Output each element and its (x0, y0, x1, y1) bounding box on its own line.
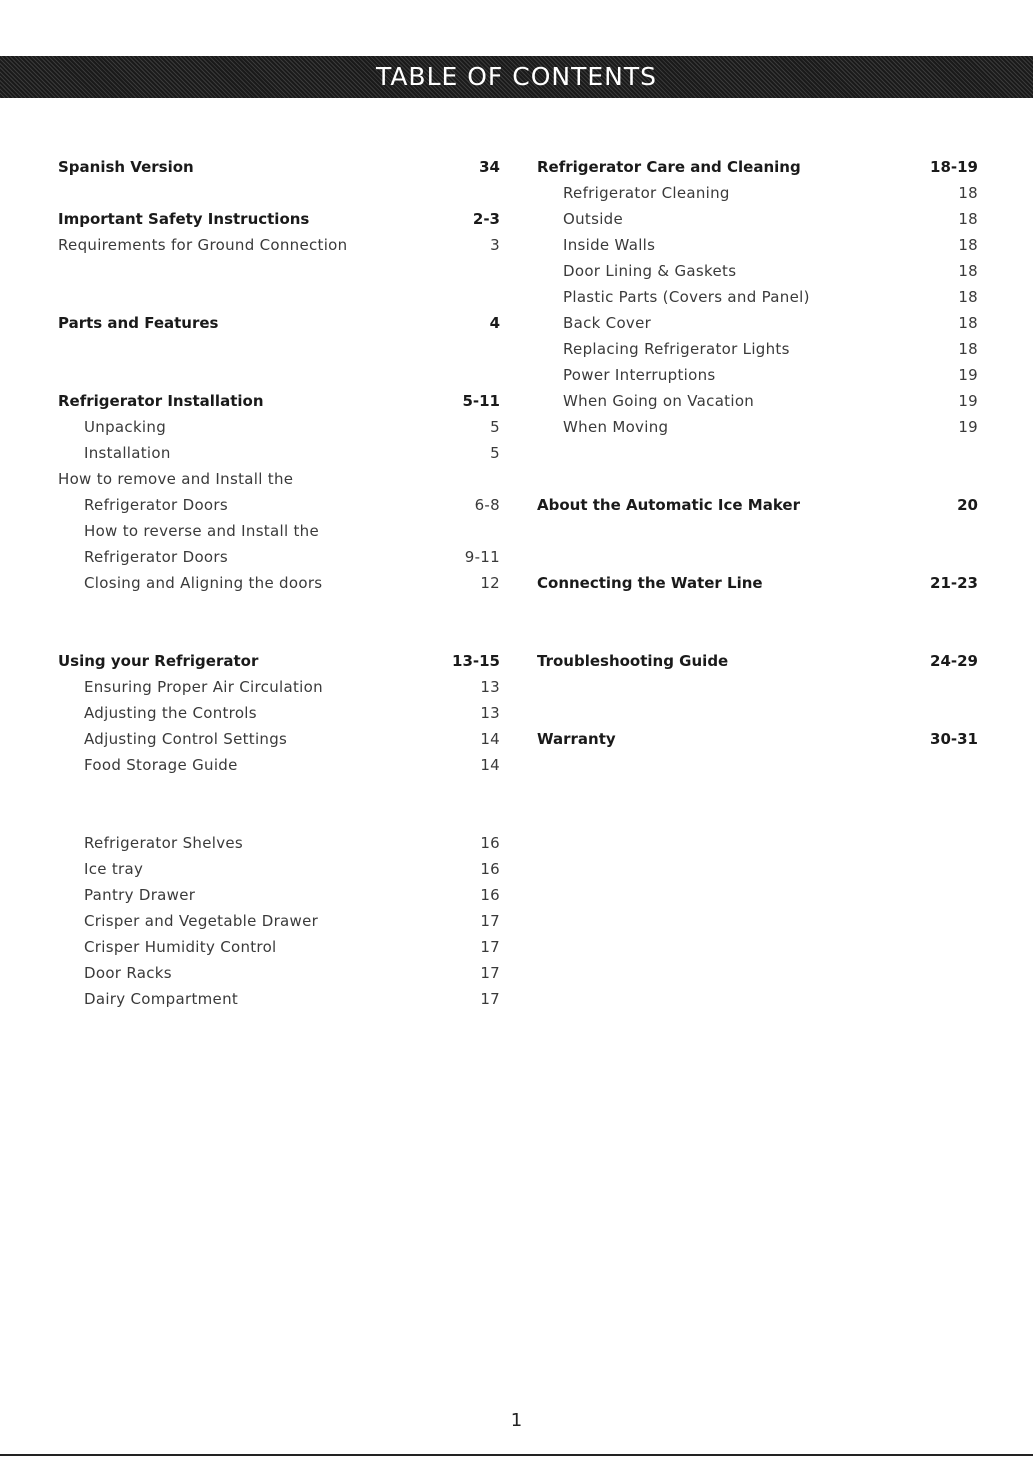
toc-right-column (537, 154, 978, 752)
toc-section-entry[interactable] (58, 206, 500, 232)
toc-entry-label: Back Cover (563, 314, 652, 332)
toc-subentry[interactable] (537, 284, 978, 310)
toc-subentry[interactable] (58, 440, 500, 466)
toc-entry-page: 6-8 (474, 496, 500, 514)
toc-entry-label: Refrigerator Cleaning (563, 184, 730, 202)
toc-section-entry[interactable] (537, 154, 978, 180)
toc-entry-page: 18-19 (930, 158, 978, 176)
toc-subentry[interactable] (58, 752, 500, 778)
toc-subentry[interactable] (58, 934, 500, 960)
toc-entry-label: When Moving (563, 418, 669, 436)
spacer (58, 336, 500, 362)
toc-entry-label: About the Automatic Ice Maker (537, 496, 800, 514)
toc-entry-page: 18 (958, 288, 978, 306)
toc-entry-page: 13-15 (452, 652, 500, 670)
toc-subentry[interactable] (58, 414, 500, 440)
toc-subentry[interactable] (537, 336, 978, 362)
toc-entry-label: Inside Walls (563, 236, 656, 254)
toc-entry-label: Refrigerator Installation (58, 392, 264, 410)
toc-entry-label: Spanish Version (58, 158, 194, 176)
toc-entry-page: 17 (480, 938, 500, 956)
toc-entry-page: 21-23 (930, 574, 978, 592)
toc-entry-label: Ice tray (84, 860, 144, 878)
toc-subentry[interactable] (58, 830, 500, 856)
toc-entry-label: Replacing Refrigerator Lights (563, 340, 790, 358)
toc-entry-label: Troubleshooting Guide (537, 652, 729, 670)
toc-entry-page: 18 (958, 340, 978, 358)
toc-section-entry[interactable] (537, 726, 978, 752)
toc-entry-label: Connecting the Water Line (537, 574, 763, 592)
toc-entry-label: Refrigerator Doors (84, 496, 228, 514)
toc-entry-page: 12 (480, 574, 500, 592)
spacer (58, 180, 500, 206)
toc-entry-page: 18 (958, 314, 978, 332)
page-title: TABLE OF CONTENTS (375, 62, 657, 91)
toc-subentry[interactable] (537, 206, 978, 232)
toc-entry-label: Ensuring Proper Air Circulation (84, 678, 323, 696)
spacer (537, 700, 978, 726)
spacer (58, 362, 500, 388)
toc-subentry[interactable] (58, 674, 500, 700)
toc-entry-page: 16 (480, 834, 500, 852)
toc-subentry[interactable] (537, 388, 978, 414)
toc-entry-page: 18 (958, 236, 978, 254)
spacer (537, 622, 978, 648)
toc-entry-page: 18 (958, 184, 978, 202)
toc-entry-page: 2-3 (472, 210, 500, 228)
toc-entry-page: 19 (958, 366, 978, 384)
toc-entry-page: 16 (480, 860, 500, 878)
toc-entry-page: 13 (480, 704, 500, 722)
toc-entry-label: Plastic Parts (Covers and Panel) (563, 288, 810, 306)
toc-entry-page: 18 (958, 210, 978, 228)
toc-section-entry[interactable] (537, 492, 978, 518)
toc-entry-label: Parts and Features (58, 314, 219, 332)
toc-left-column (58, 154, 500, 1012)
toc-entry-page: 3 (490, 236, 500, 254)
toc-subentry[interactable] (58, 908, 500, 934)
page-number: 1 (510, 1410, 523, 1431)
toc-entry-label: Pantry Drawer (84, 886, 196, 904)
spacer (537, 518, 978, 544)
toc-subentry[interactable] (58, 856, 500, 882)
toc-entry-label: Refrigerator Care and Cleaning (537, 158, 801, 176)
toc-subentry[interactable] (58, 570, 500, 596)
toc-entry-page: 30-31 (930, 730, 978, 748)
spacer (537, 674, 978, 700)
toc-entry-page: 34 (479, 158, 500, 176)
toc-entry-page: 5 (490, 418, 500, 436)
toc-entry-label: Crisper Humidity Control (84, 938, 277, 956)
spacer (537, 596, 978, 622)
toc-entry-page: 19 (958, 418, 978, 436)
toc-section-entry[interactable] (58, 154, 500, 180)
toc-entry-page: 17 (480, 990, 500, 1008)
toc-subentry[interactable] (58, 544, 500, 570)
toc-entry-label: Door Racks (84, 964, 172, 982)
toc-entry-label: Warranty (537, 730, 616, 748)
toc-section-entry[interactable] (58, 648, 500, 674)
toc-entry-page: 13 (480, 678, 500, 696)
toc-entry-page: 24-29 (930, 652, 978, 670)
toc-entry-label: Outside (563, 210, 624, 228)
toc-subentry[interactable] (537, 414, 978, 440)
toc-entry-page: 14 (480, 730, 500, 748)
toc-entry-label: Door Lining & Gaskets (563, 262, 737, 280)
toc-entry-label: When Going on Vacation (563, 392, 755, 410)
toc-entry-label: Refrigerator Doors (84, 548, 228, 566)
toc-subentry[interactable] (537, 232, 978, 258)
toc-section-entry[interactable] (58, 388, 500, 414)
toc-entry-page: 17 (480, 912, 500, 930)
toc-subentry[interactable] (58, 518, 500, 544)
toc-entry-label: Dairy Compartment (84, 990, 239, 1008)
toc-subentry[interactable] (537, 180, 978, 206)
toc-subentry[interactable] (537, 362, 978, 388)
toc-entry-label: Power Interruptions (563, 366, 716, 384)
toc-entry-page: 5-11 (462, 392, 500, 410)
toc-subentry[interactable] (58, 986, 500, 1012)
toc-entry-label: Installation (84, 444, 171, 462)
toc-subentry[interactable] (58, 232, 500, 258)
toc-section-entry[interactable] (537, 570, 978, 596)
toc-entry-label: Unpacking (84, 418, 167, 436)
toc-subentry[interactable] (58, 466, 500, 492)
toc-entry-label: How to reverse and Install the (84, 522, 319, 540)
toc-entry-label: How to remove and Install the (58, 470, 294, 488)
spacer (537, 440, 978, 466)
spacer (58, 622, 500, 648)
toc-entry-page: 5 (490, 444, 500, 462)
toc-entry-page: 4 (489, 314, 500, 332)
toc-entry-page: 17 (480, 964, 500, 982)
toc-subentry[interactable] (58, 882, 500, 908)
toc-entry-label: Adjusting the Controls (84, 704, 257, 722)
toc-subentry[interactable] (537, 258, 978, 284)
toc-entry-page: 16 (480, 886, 500, 904)
toc-entry-label: Using your Refrigerator (58, 652, 259, 670)
spacer (58, 804, 500, 830)
toc-section-entry[interactable] (58, 310, 500, 336)
bottom-divider (0, 1454, 1033, 1456)
toc-entry-label: Closing and Aligning the doors (84, 574, 323, 592)
spacer (58, 284, 500, 310)
spacer (537, 466, 978, 492)
toc-subentry[interactable] (58, 700, 500, 726)
toc-entry-label: Requirements for Ground Connection (58, 236, 348, 254)
spacer (58, 258, 500, 284)
toc-entry-label: Important Safety Instructions (58, 210, 310, 228)
toc-subentry[interactable] (58, 492, 500, 518)
toc-entry-label: Food Storage Guide (84, 756, 238, 774)
spacer (58, 778, 500, 804)
toc-entry-label: Crisper and Vegetable Drawer (84, 912, 319, 930)
toc-entry-page: 14 (480, 756, 500, 774)
toc-entry-label: Adjusting Control Settings (84, 730, 288, 748)
toc-entry-page: 20 (957, 496, 978, 514)
spacer (537, 544, 978, 570)
toc-entry-page: 9-11 (464, 548, 500, 566)
toc-section-entry[interactable] (537, 648, 978, 674)
toc-subentry[interactable] (58, 960, 500, 986)
toc-entry-label: Refrigerator Shelves (84, 834, 244, 852)
toc-subentry[interactable] (537, 310, 978, 336)
toc-subentry[interactable] (58, 726, 500, 752)
spacer (58, 596, 500, 622)
toc-entry-page: 19 (958, 392, 978, 410)
toc-entry-page: 18 (958, 262, 978, 280)
